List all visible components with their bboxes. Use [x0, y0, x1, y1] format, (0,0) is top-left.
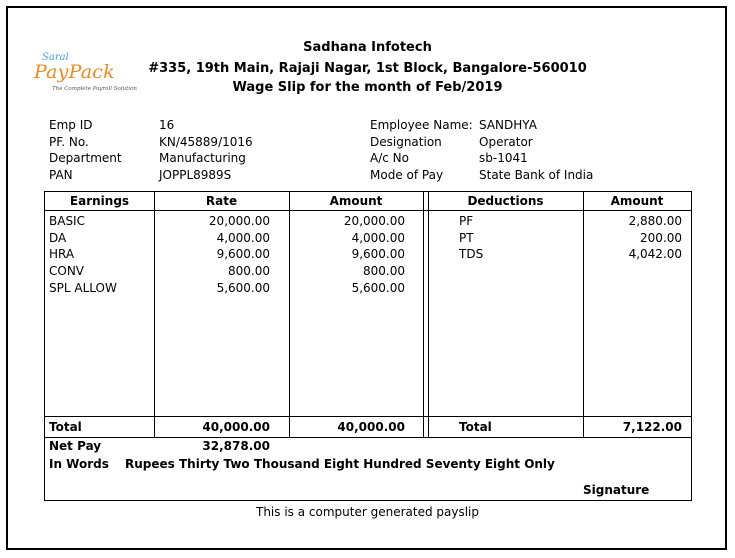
emp-id-value: 16	[159, 118, 175, 132]
signature-label: Signature	[583, 483, 650, 497]
in-words-label: In Words	[49, 457, 109, 471]
account-no-label: A/c No	[370, 151, 409, 165]
pf-no-value: KN/45889/1016	[159, 135, 253, 149]
company-address: #335, 19th Main, Rajaji Nagar, 1st Block, Bangalore-560010	[148, 61, 587, 76]
designation-value: Operator	[479, 135, 533, 149]
deduction-name: PT	[459, 231, 474, 245]
col-divider-3b	[428, 192, 429, 438]
deductions-header: Deductions	[467, 194, 544, 208]
pf-no-label: PF. No.	[49, 135, 89, 149]
emp-id-label: Emp ID	[49, 118, 93, 132]
earning-name: DA	[49, 231, 67, 245]
earning-name: BASIC	[49, 214, 85, 228]
mode-of-pay-label: Mode of Pay	[370, 168, 444, 182]
rate-total: 40,000.00	[202, 420, 270, 434]
pan-label: PAN	[49, 168, 73, 182]
earning-amount: 800.00	[363, 264, 405, 278]
pan-value: JOPPL8989S	[159, 168, 232, 182]
net-pay-value: 32,878.00	[202, 439, 270, 453]
earnings-total-label: Total	[49, 420, 82, 434]
total-divider-top	[45, 416, 691, 417]
amount-header: Amount	[329, 194, 383, 208]
logo-brand-text: PayPack	[34, 61, 115, 83]
deduction-name: PF	[459, 214, 474, 228]
earning-name: SPL ALLOW	[49, 281, 117, 295]
header-divider	[45, 210, 691, 211]
employee-name-label: Employee Name:	[370, 118, 473, 132]
earning-rate: 4,000.00	[216, 231, 270, 245]
deductions-total-label: Total	[459, 420, 492, 434]
slip-title: Wage Slip for the month of Feb/2019	[232, 80, 503, 95]
logo-saral-text: Saral	[42, 52, 69, 63]
earning-name: CONV	[49, 264, 85, 278]
deduction-name: TDS	[459, 247, 484, 261]
wage-table	[44, 191, 692, 501]
footer-note: This is a computer generated payslip	[256, 505, 479, 519]
company-name: Sadhana Infotech	[303, 40, 432, 55]
col-divider-1	[154, 192, 155, 438]
net-pay-label: Net Pay	[49, 439, 102, 453]
rate-header: Rate	[205, 194, 238, 208]
department-label: Department	[49, 151, 122, 165]
designation-label: Designation	[370, 135, 442, 149]
deduction-amount-header: Amount	[610, 194, 664, 208]
earning-amount: 9,600.00	[351, 247, 405, 261]
deductions-total: 7,122.00	[622, 420, 682, 434]
earning-amount: 20,000.00	[343, 214, 405, 228]
deduction-amount: 200.00	[640, 231, 682, 245]
col-divider-2	[289, 192, 290, 438]
employee-name-value: SANDHYA	[479, 118, 537, 132]
logo-tagline: The Complete Payroll Solution	[52, 86, 137, 92]
mode-of-pay-value: State Bank of India	[479, 168, 594, 182]
amount-total: 40,000.00	[337, 420, 405, 434]
col-divider-3a	[423, 192, 424, 438]
earning-rate: 9,600.00	[216, 247, 270, 261]
account-no-value: sb-1041	[479, 151, 528, 165]
deduction-amount: 2,880.00	[628, 214, 682, 228]
earning-rate: 5,600.00	[216, 281, 270, 295]
total-divider-bottom	[45, 437, 691, 438]
earning-amount: 5,600.00	[351, 281, 405, 295]
earnings-header: Earnings	[69, 194, 130, 208]
earning-rate: 800.00	[228, 264, 270, 278]
earning-amount: 4,000.00	[351, 231, 405, 245]
earning-name: HRA	[49, 247, 75, 261]
department-value: Manufacturing	[159, 151, 246, 165]
deduction-amount: 4,042.00	[628, 247, 682, 261]
in-words-value: Rupees Thirty Two Thousand Eight Hundred Seventy Eight Only	[125, 457, 555, 471]
col-divider-4	[583, 192, 584, 438]
earning-rate: 20,000.00	[208, 214, 270, 228]
